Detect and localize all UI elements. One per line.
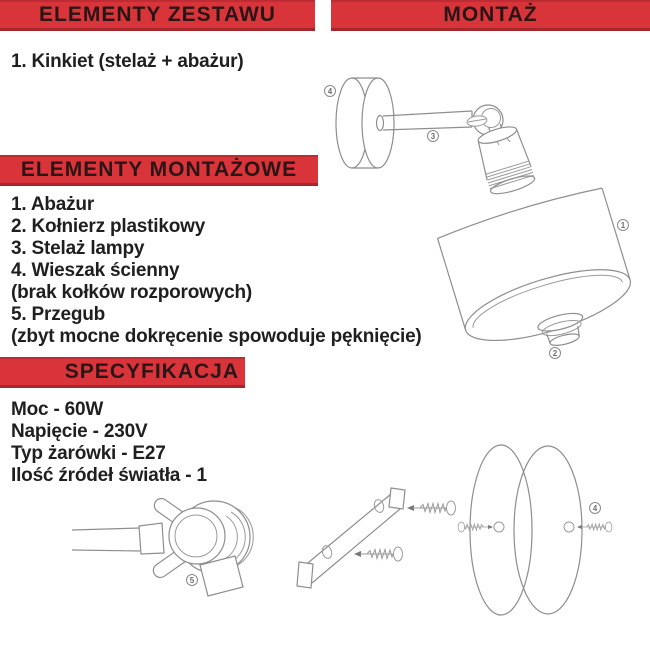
joint-closeup-drawing [72,496,253,596]
callout-shade [618,220,629,231]
spec-line: Ilość źródeł światła - 1 [11,465,207,486]
list-item: 2. Kołnierz plastikowy [11,216,206,237]
banner-specyfikacja: SPECYFIKACJA [0,357,245,388]
callout-arm [428,131,439,142]
callout-joint [187,575,198,586]
hanger-ring-drawing [458,445,612,615]
callout-wall-plate [325,86,336,97]
list-item: 5. Przegub [11,304,106,325]
svg-text:1: 1 [620,221,626,230]
set-contents-line: 1. Kinkiet (stelaż + abażur) [11,51,244,72]
svg-text:3: 3 [430,132,436,141]
banner-elementy-zestawu: ELEMENTY ZESTAWU [0,0,315,31]
callout-wall-hanger [590,503,601,514]
svg-text:5: 5 [189,576,195,585]
wall-lamp-drawing [336,78,638,355]
list-item: 1. Abażur [11,194,95,215]
svg-text:2: 2 [552,349,558,358]
spec-line: Typ żarówki - E27 [11,443,166,464]
banner-montaz: MONTAŻ [331,0,650,31]
spec-line: Napięcie - 230V [11,421,148,442]
svg-text:4: 4 [327,87,333,96]
list-item: 4. Wieszak ścienny [11,260,180,281]
spec-line: Moc - 60W [11,399,104,420]
list-item: 3. Stelaż lampy [11,238,145,259]
callout-collar [550,348,561,359]
list-item-note: (zbyt mocne dokręcenie spowoduje pęknięcie) [11,326,422,347]
bracket-screws-drawing [297,488,456,588]
svg-text:4: 4 [592,504,598,513]
list-item-note: (brak kołków rozporowych) [11,282,252,303]
banner-elementy-montazowe: ELEMENTY MONTAŻOWE [0,155,318,186]
